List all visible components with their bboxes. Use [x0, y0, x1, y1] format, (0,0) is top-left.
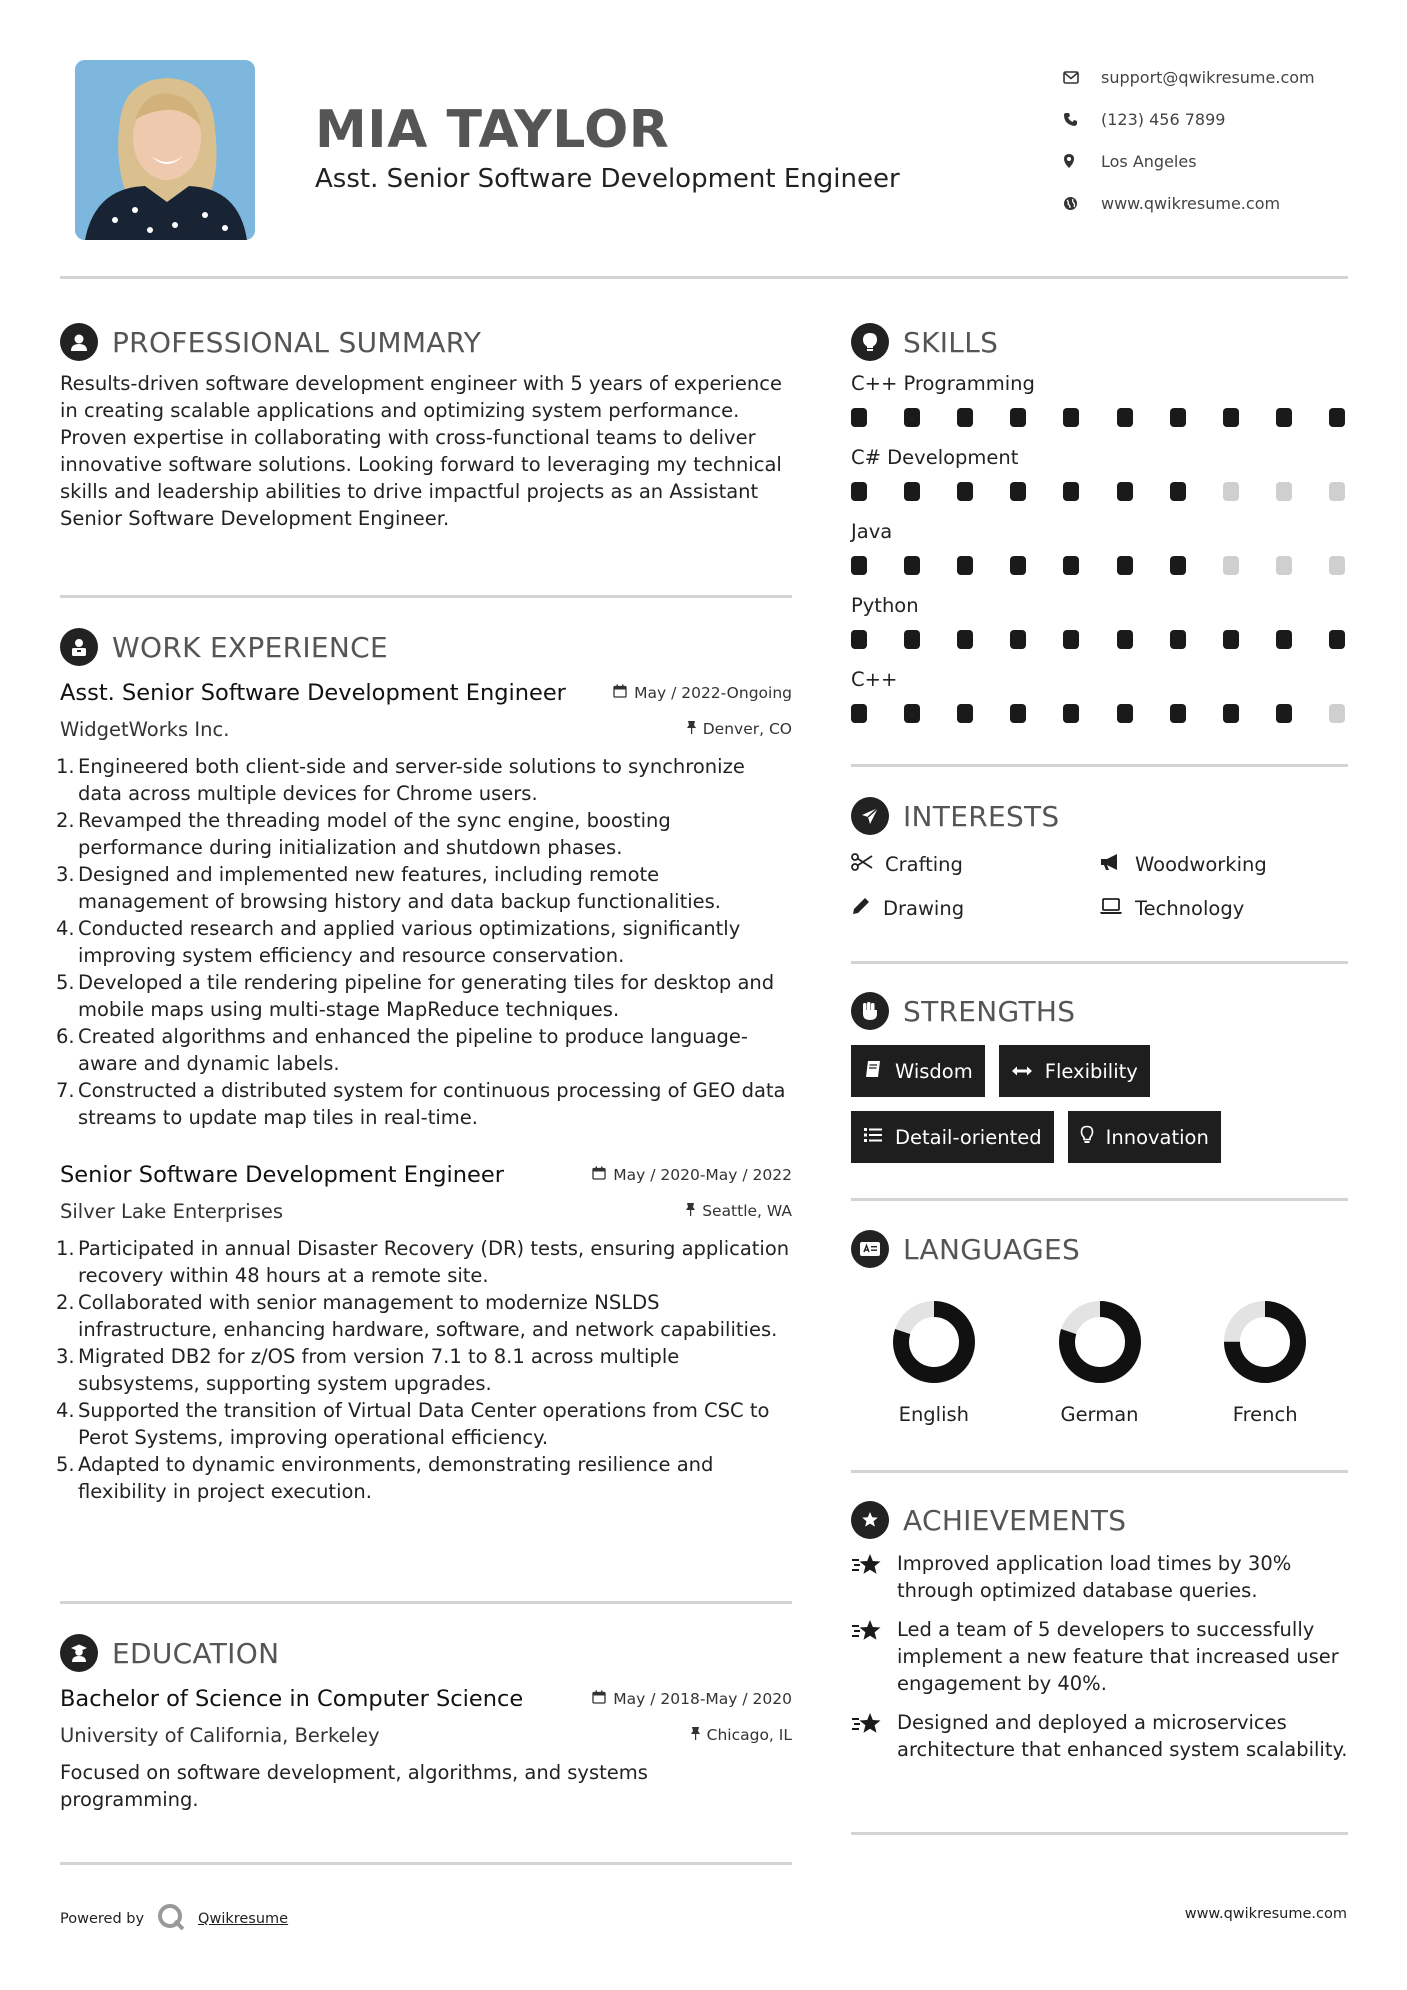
job-bullets — [56, 753, 792, 1131]
rating-dot-filled — [1117, 408, 1133, 427]
header-divider — [60, 276, 1348, 279]
briefcase-user-icon — [60, 628, 98, 666]
strength-chip: Flexibility — [999, 1045, 1150, 1097]
interest-item: Drawing — [851, 886, 1099, 930]
achievements-list — [851, 1550, 1348, 1763]
contact-phone[interactable]: (123) 456 7899 — [1063, 98, 1363, 140]
candidate-title: Asst. Senior Software Development Engineer — [315, 164, 900, 194]
footer-powered: Powered by Qwikresume — [60, 1902, 288, 1936]
education-section — [60, 1633, 792, 1813]
rating-dot-filled — [1010, 482, 1026, 501]
job-date: May / 2020-May / 2022 — [592, 1166, 792, 1184]
rating-dot-filled — [1010, 408, 1026, 427]
rating-dot-filled — [1170, 704, 1186, 723]
rating-dot-filled — [1117, 556, 1133, 575]
rating-dot-filled — [957, 630, 973, 649]
graduate-icon — [60, 1634, 98, 1672]
strengths-divider — [851, 1198, 1348, 1201]
list-item: 6. Created algorithms and enhanced the pipeline to produce language-aware and dynamic labels. — [56, 1025, 748, 1075]
profile-photo — [75, 60, 255, 240]
rating-dot-filled — [1010, 556, 1026, 575]
skill-name: C# Development — [851, 446, 1019, 469]
list-item: 4. Supported the transition of Virtual Data Center operations from CSC to Perot Systems, improving operational efficiency. — [56, 1399, 770, 1449]
rating-dot-filled — [904, 704, 920, 723]
rating-dot-filled — [1329, 408, 1345, 427]
rating-dot-filled — [1223, 704, 1239, 723]
job-title: Senior Software Development Engineer — [60, 1162, 504, 1188]
job-title: Asst. Senior Software Development Engineer — [60, 680, 566, 706]
list-item: 1. Engineered both client-side and server-side solutions to synchronize data across multiple devices for Chrome users. — [56, 755, 745, 805]
contact-email[interactable]: support@qwikresume.com — [1063, 56, 1363, 98]
skill-item — [851, 594, 1348, 668]
rating-dot-filled — [851, 482, 867, 501]
language-item — [1017, 1297, 1183, 1426]
skill-rating — [851, 622, 1345, 668]
strengths-row — [851, 1045, 1348, 1097]
list-item: 5. Developed a tile rendering pipeline for generating tiles for desktop and mobile maps using multi-stage MapReduce techniques. — [56, 971, 775, 1021]
rating-dot-filled — [851, 630, 867, 649]
language-item — [851, 1297, 1017, 1426]
rating-dot-filled — [957, 556, 973, 575]
pushpin-icon — [685, 1202, 696, 1220]
achievement-item: Led a team of 5 developers to successfully implement a new feature that increased user engagement by 40%. — [851, 1616, 1348, 1697]
pushpin-icon — [690, 1726, 701, 1744]
list-item: 2. Collaborated with senior management to modernize NSLDS infrastructure, enhancing hardware, software, and network capabilities. — [56, 1291, 778, 1341]
interest-item: Technology — [1099, 886, 1348, 930]
pushpin-icon — [686, 720, 697, 738]
list-item: 4. Conducted research and applied various optimizations, significantly improving system efficiency and resource conservation. — [56, 917, 741, 967]
interest-item: Crafting — [851, 842, 1099, 886]
rating-dot-filled — [1117, 704, 1133, 723]
megaphone-icon — [1099, 853, 1123, 876]
envelope-icon — [1063, 71, 1101, 84]
strength-chip: Innovation — [1068, 1111, 1221, 1163]
list-icon — [863, 1126, 883, 1149]
map-pin-icon — [1063, 153, 1101, 169]
fist-icon — [851, 992, 889, 1030]
job-company: WidgetWorks Inc. — [60, 717, 230, 741]
education-location: Chicago, IL — [690, 1726, 792, 1744]
rating-dot-filled — [1276, 408, 1292, 427]
skill-item — [851, 446, 1348, 520]
user-icon — [60, 323, 98, 361]
lightbulb-icon — [1080, 1125, 1094, 1150]
globe-icon — [1063, 196, 1101, 211]
list-item: 3. Designed and implemented new features, including remote management of browsing history and data backup functionalities. — [56, 863, 721, 913]
rating-dot-filled — [1063, 704, 1079, 723]
language-gauge — [1220, 1297, 1310, 1387]
rating-dot-filled — [1063, 408, 1079, 427]
calendar-icon — [613, 684, 627, 702]
skills-heading: SKILLS — [903, 325, 999, 359]
skill-rating — [851, 696, 1345, 742]
experience-heading: WORK EXPERIENCE — [112, 630, 388, 664]
rating-dot-filled — [1170, 556, 1186, 575]
rating-dot-filled — [1063, 482, 1079, 501]
rating-dot-filled — [1170, 630, 1186, 649]
rating-dot-empty — [1276, 482, 1292, 501]
skill-rating — [851, 548, 1345, 594]
achievement-item: Designed and deployed a microservices architecture that enhanced system scalability. — [851, 1709, 1348, 1763]
arrows-horizontal-icon — [1011, 1060, 1033, 1083]
list-item: 3. Migrated DB2 for z/OS from version 7.1 to 8.1 across multiple subsystems, supporting system upgrades. — [56, 1345, 680, 1395]
skill-item — [851, 372, 1348, 446]
star-icon — [851, 1550, 885, 1604]
summary-heading: PROFESSIONAL SUMMARY — [112, 325, 482, 359]
rating-dot-empty — [1223, 482, 1239, 501]
job-entry — [56, 1157, 792, 1505]
rating-dot-filled — [904, 482, 920, 501]
skill-rating — [851, 400, 1345, 446]
language-gauge — [889, 1297, 979, 1387]
rating-dot-filled — [1329, 630, 1345, 649]
interests-list — [851, 842, 1348, 930]
language-name: German — [1060, 1403, 1139, 1426]
rating-dot-filled — [1010, 630, 1026, 649]
star-icon — [851, 1709, 885, 1763]
rating-dot-empty — [1329, 704, 1345, 723]
qwikresume-logo-icon — [156, 1902, 186, 1936]
achievements-section — [851, 1500, 1348, 1763]
languages-section — [851, 1229, 1348, 1426]
skill-name: C++ Programming — [851, 372, 1035, 395]
education-description: Focused on software development, algorithms, and systems programming. — [60, 1761, 648, 1811]
rating-dot-filled — [1276, 630, 1292, 649]
skills-section — [851, 322, 1348, 742]
achievement-item: Improved application load times by 30% through optimized database queries. — [851, 1550, 1348, 1604]
strengths-row — [851, 1111, 1348, 1163]
skill-item — [851, 520, 1348, 594]
scissors-icon — [851, 853, 873, 876]
rating-dot-filled — [1010, 704, 1026, 723]
job-company: Silver Lake Enterprises — [60, 1199, 284, 1223]
skills-divider — [851, 764, 1348, 767]
degree-title: Bachelor of Science in Computer Science — [60, 1686, 524, 1712]
rating-dot-filled — [957, 704, 973, 723]
language-gauge — [1055, 1297, 1145, 1387]
list-item: 1. Participated in annual Disaster Recovery (DR) tests, ensuring application recovery within 48 hours at a remote site. — [56, 1237, 790, 1287]
lightbulb-icon — [851, 323, 889, 361]
experience-divider — [60, 1601, 792, 1604]
language-item — [1182, 1297, 1348, 1426]
rating-dot-filled — [957, 482, 973, 501]
rating-dot-filled — [851, 556, 867, 575]
rating-dot-filled — [1276, 704, 1292, 723]
strengths-heading: STRENGTHS — [903, 994, 1076, 1028]
job-bullets — [56, 1235, 792, 1505]
award-star-icon — [851, 1501, 889, 1539]
candidate-name: MIA TAYLOR — [315, 100, 670, 160]
education-date: May / 2018-May / 2020 — [592, 1690, 792, 1708]
school-name: University of California, Berkeley — [60, 1723, 380, 1747]
languages-list — [851, 1297, 1348, 1426]
phone-icon — [1063, 112, 1101, 127]
interests-section — [851, 796, 1348, 930]
list-item: 7. Constructed a distributed system for continuous processing of GEO data streams to update map tiles in real-time. — [56, 1079, 786, 1129]
rating-dot-filled — [1117, 482, 1133, 501]
rating-dot-filled — [1063, 630, 1079, 649]
calendar-icon — [592, 1166, 606, 1184]
footer-url[interactable]: www.qwikresume.com — [1184, 1906, 1347, 1922]
rating-dot-empty — [1329, 482, 1345, 501]
interests-divider — [851, 961, 1348, 964]
skill-name: Java — [851, 520, 893, 543]
language-name: French — [1232, 1403, 1298, 1426]
interests-heading: INTERESTS — [903, 799, 1060, 833]
summary-text: Results-driven software development engineer with 5 years of experience in creating scalable applications and optimizing system performance. Proven expertise in collaborating with cross-functional teams to deliver innovative software solutions. Looking forward to leveraging my technical skills and leadership abilities to drive impactful projects as an Assistant Senior Software Development Engineer. — [60, 372, 782, 530]
skills-list — [851, 372, 1348, 742]
rating-dot-filled — [1223, 630, 1239, 649]
skill-rating — [851, 474, 1345, 520]
contact-website[interactable]: www.qwikresume.com — [1063, 182, 1363, 224]
star-icon — [851, 1616, 885, 1697]
rating-dot-filled — [1170, 482, 1186, 501]
languages-divider — [851, 1470, 1348, 1473]
strengths-section — [851, 991, 1348, 1163]
job-date: May / 2022-Ongoing — [613, 684, 792, 702]
education-divider — [60, 1862, 792, 1865]
paper-plane-icon — [851, 797, 889, 835]
contact-location: Los Angeles — [1063, 140, 1363, 182]
achievements-divider — [851, 1832, 1348, 1835]
education-heading: EDUCATION — [112, 1636, 280, 1670]
list-item: 2. Revamped the threading model of the sync engine, boosting performance during initialization and shutdown phases. — [56, 809, 671, 859]
job-location: Seattle, WA — [685, 1202, 792, 1220]
rating-dot-filled — [904, 630, 920, 649]
summary-divider — [60, 595, 792, 598]
calendar-icon — [592, 1690, 606, 1708]
skill-name: C++ — [851, 668, 898, 691]
rating-dot-empty — [1223, 556, 1239, 575]
rating-dot-empty — [1329, 556, 1345, 575]
strength-chip: Detail-oriented — [851, 1111, 1054, 1163]
summary-section — [60, 322, 792, 532]
interest-item: Woodworking — [1099, 842, 1348, 886]
list-item: 5. Adapted to dynamic environments, demonstrating resilience and flexibility in project execution. — [56, 1453, 714, 1503]
job-location: Denver, CO — [686, 720, 792, 738]
experience-section — [56, 627, 792, 1505]
rating-dot-filled — [851, 704, 867, 723]
strength-chip: Wisdom — [851, 1045, 985, 1097]
rating-dot-filled — [957, 408, 973, 427]
skill-name: Python — [851, 594, 919, 617]
rating-dot-filled — [1170, 408, 1186, 427]
language-name: English — [898, 1403, 970, 1426]
rating-dot-filled — [1117, 630, 1133, 649]
footer-brand-link[interactable]: Qwikresume — [198, 1911, 289, 1927]
contact-list — [1063, 56, 1363, 224]
pencil-icon — [851, 896, 871, 921]
rating-dot-filled — [851, 408, 867, 427]
rating-dot-filled — [904, 408, 920, 427]
book-icon — [863, 1059, 883, 1084]
rating-dot-empty — [1276, 556, 1292, 575]
achievements-heading: ACHIEVEMENTS — [903, 1503, 1127, 1537]
rating-dot-filled — [904, 556, 920, 575]
skill-item — [851, 668, 1348, 742]
laptop-icon — [1099, 897, 1123, 920]
languages-heading: LANGUAGES — [903, 1232, 1081, 1266]
rating-dot-filled — [1223, 408, 1239, 427]
job-entry — [56, 675, 792, 1131]
rating-dot-filled — [1063, 556, 1079, 575]
translate-icon — [851, 1230, 889, 1268]
